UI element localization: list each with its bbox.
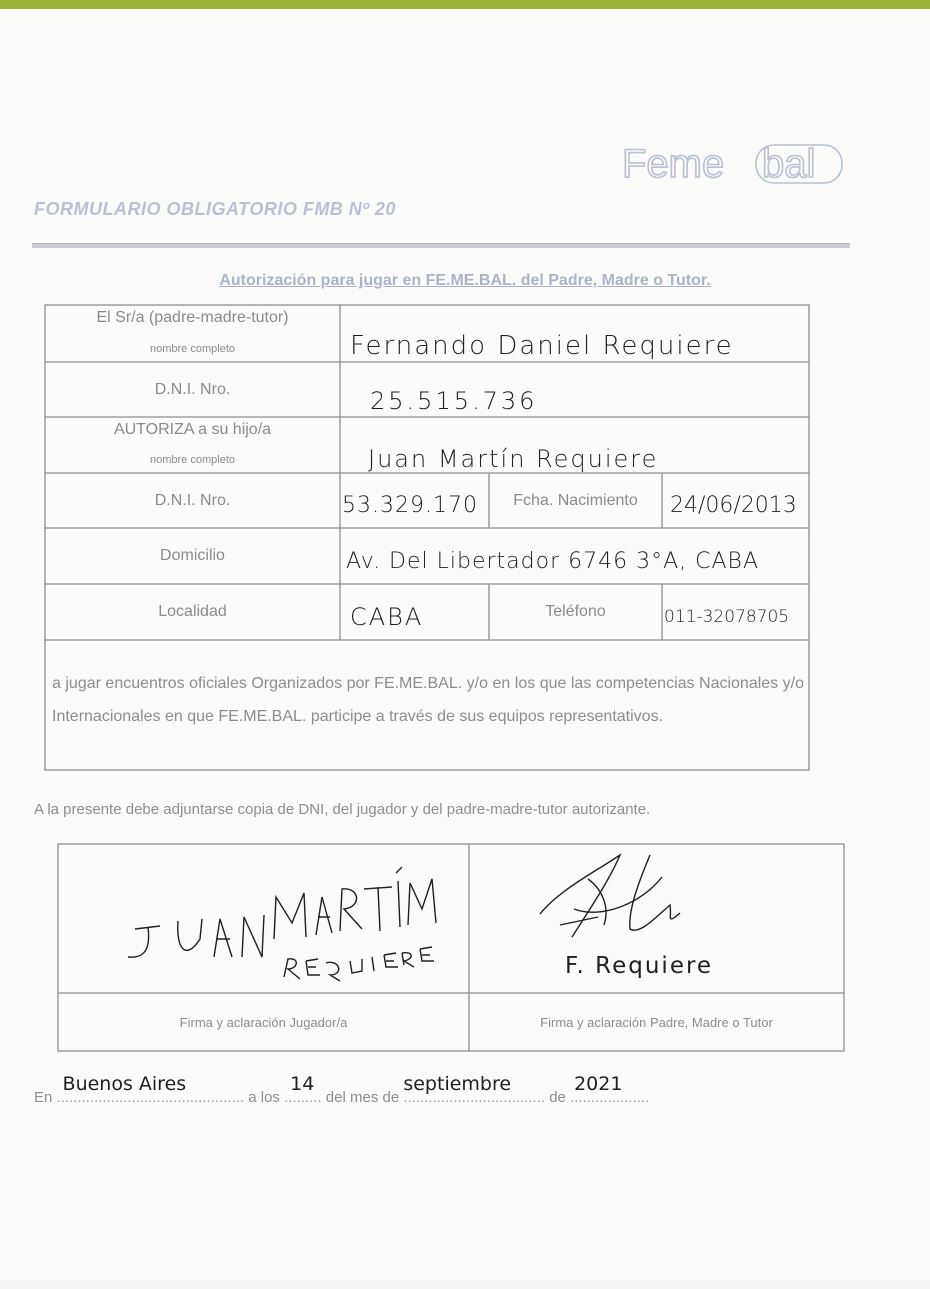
form-title: FORMULARIO OBLIGATORIO FMB Nº 20 xyxy=(34,199,396,219)
field-locality[interactable]: CABA xyxy=(350,603,424,631)
field-day[interactable]: 14 xyxy=(290,1073,315,1095)
field-parent-dni[interactable]: 25.515.736 xyxy=(370,387,538,415)
parent-signature-clarification: F. Requiere xyxy=(565,953,714,979)
footer-a-los: a los xyxy=(248,1089,280,1106)
place-date-line: En ............................................. Buenos Aires a los ......... 14 del mes de .................................. septiembre de ................... 2021 xyxy=(34,1073,650,1106)
field-parent-name[interactable]: Fernando Daniel Requiere xyxy=(350,331,734,361)
label-phone: Teléfono xyxy=(545,603,606,620)
parent-signature xyxy=(540,855,680,937)
label-parent-dni: D.N.I. Nro. xyxy=(154,381,231,398)
field-address[interactable]: Av. Del Libertador 6746 3°A, CABA xyxy=(346,549,760,574)
label-child-name-sub: nombre completo xyxy=(150,454,235,466)
label-child-dni: D.N.I. Nro. xyxy=(154,492,231,509)
field-phone[interactable]: 011-32078705 xyxy=(664,607,790,627)
field-city[interactable]: Buenos Aires xyxy=(62,1073,187,1095)
footer-en: En xyxy=(34,1089,53,1106)
label-player-signature: Firma y aclaración Jugador/a xyxy=(179,1015,348,1030)
field-child-name[interactable]: Juan Martín Requiere xyxy=(368,445,659,473)
attachment-note: A la presente debe adjuntarse copia de DNI, del jugador y del padre-madre-tutor autorizante. xyxy=(34,801,651,818)
form-subtitle: Autorización para jugar en FE.ME.BAL. del Padre, Madre o Tutor. xyxy=(219,272,711,289)
label-parent-signature: Firma y aclaración Padre, Madre o Tutor xyxy=(540,1015,773,1030)
label-child-name: AUTORIZA a su hijo/a xyxy=(113,421,272,438)
label-parent-name-sub: nombre completo xyxy=(150,343,235,355)
footer-del-mes: del mes de xyxy=(325,1089,400,1106)
svg-text:bal: bal xyxy=(762,142,816,186)
svg-text:Feme: Feme xyxy=(622,142,725,186)
label-address: Domicilio xyxy=(160,547,225,564)
player-signature xyxy=(128,867,436,981)
field-birth-date[interactable]: 24/06/2013 xyxy=(670,493,797,518)
field-child-dni[interactable]: 53.329.170 xyxy=(342,493,478,518)
document-page xyxy=(0,9,930,1280)
field-month[interactable]: septiembre xyxy=(403,1073,512,1095)
authorization-text: a jugar encuentros oficiales Organizados por FE.ME.BAL. y/o en los que las competencias Nacionales y/o Internacionales en que FE.ME.BAL. participe a través de sus equipos representativos. xyxy=(52,675,804,725)
label-birth-date: Fcha. Nacimiento xyxy=(513,492,638,509)
label-parent-name: El Sr/a (padre-madre-tutor) xyxy=(96,309,289,326)
footer-de: de xyxy=(549,1089,566,1106)
scan-edge xyxy=(0,0,930,9)
field-year[interactable]: 2021 xyxy=(574,1073,623,1095)
label-locality: Localidad xyxy=(158,603,227,620)
